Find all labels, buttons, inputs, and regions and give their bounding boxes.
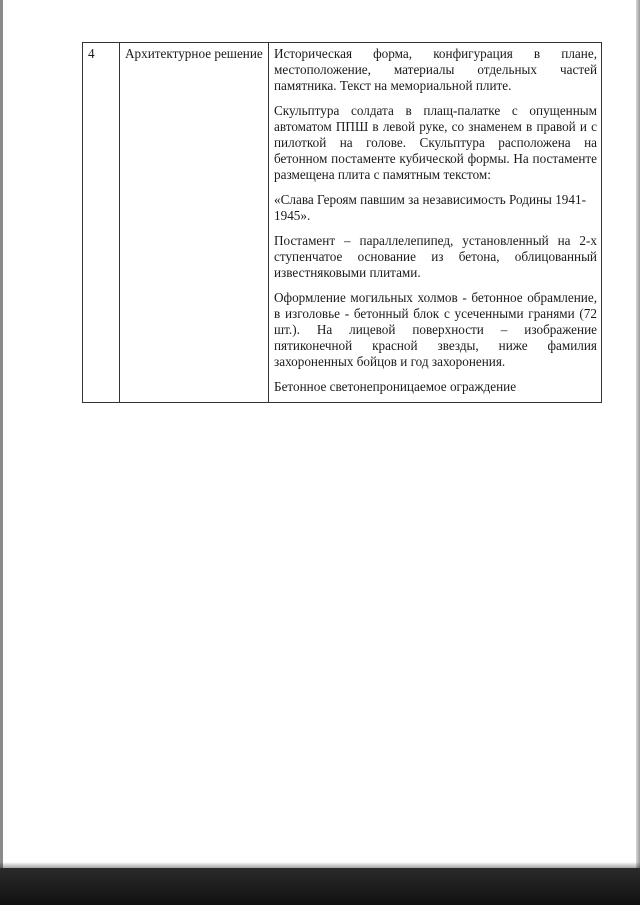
memorial-inscription-paragraph: «Слава Героям павшим за независимость Родины 1941-1945». (274, 192, 586, 223)
description-paragraph: Бетонное светонепроницаемое ограждение (274, 379, 517, 394)
description-paragraph: Оформление могильных холмов - бетонное обрамление, в изголовье - бетонный блок с усеченными гранями (72 шт.). На лицевой поверхности – изображение пятиконечной красной звезды, ниже фамилия захороненных бойцов и год захоронения. (274, 290, 597, 369)
description-paragraph: Историческая форма, конфигурация в плане, местоположение, материалы отдельных частей памятника. Текст на мемориальной плите. (274, 46, 597, 93)
description-paragraph: Постамент – параллелепипед, установленный на 2-х ступенчатое основание из бетона, облицованный известняковыми плитами. (274, 233, 597, 280)
scan-bottom-shadow (0, 868, 640, 905)
scan-right-edge (636, 0, 640, 905)
row-label-cell: Архитектурное решение (120, 43, 269, 403)
scan-left-edge (0, 0, 3, 905)
row-number-cell: 4 (83, 43, 120, 403)
table-row (83, 43, 602, 403)
row-description-cell (269, 43, 602, 403)
description-paragraph: Скульптура солдата в плащ-палатке с опущенным автоматом ППШ в левой руке, со знаменем в правой и с пилоткой на голове. Скульптура расположена на бетонном постаменте кубической формы. На постаменте размещена плита с памятным текстом: (274, 103, 597, 182)
monument-description-table (82, 42, 602, 403)
